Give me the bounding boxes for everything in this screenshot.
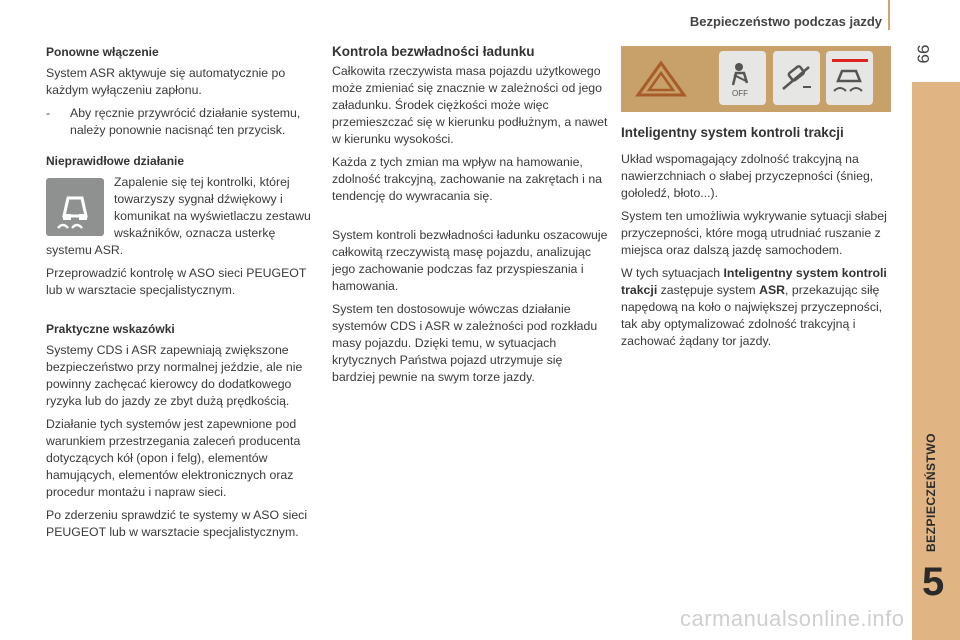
- restart-text: System ASR aktywuje się automatycznie po każdym wyłączeniu zapłonu.: [46, 66, 286, 97]
- traction-paragraph-1: Układ wspomagający zdolność trakcyjną na nawierzchniach o słabej przyczepności (śnieg, gołoledź, błoto...).: [621, 152, 874, 200]
- restart-bullet: [46, 105, 314, 139]
- tips-paragraph-2: Działanie tych systemów jest zapewnione pod warunkiem przestrzegania zaleceń producenta dotyczących kół (opon i felg), elementów hamujących, elementów elektronicznych oraz procedur montażu i napraw sieci.: [46, 417, 301, 499]
- restart-heading: Ponowne włączenie: [46, 45, 159, 59]
- load-control-heading: Kontrola bezwładności ładunku: [332, 44, 535, 59]
- intelligent-traction-heading: Inteligentny system kontroli trakcji: [621, 125, 844, 140]
- chapter-side-tab: [912, 82, 960, 640]
- left-column: [46, 44, 314, 547]
- tips-heading: Praktyczne wskazówki: [46, 322, 175, 336]
- seatbelt-off-switch: [719, 51, 766, 105]
- malfunction-heading: Nieprawidłowe działanie: [46, 154, 185, 168]
- asr-warning-lamp-icon: [46, 178, 104, 236]
- off-label: OFF: [732, 89, 748, 98]
- malfunction-text: Zapalenie się tej kontrolki, której towarzyszy sygnał dźwiękowy i komunikat na wyświetlaczu zestawu wskaźników, oznacza usterkę systemu ASR.: [46, 175, 311, 257]
- hill-descent-switch-icon: [773, 51, 820, 105]
- load-paragraph-1: Całkowita rzeczywista masa pojazdu użytkowego może zmieniać się znacznie w zależności od jego załadunku. Środek ciężkości może więc przemieszczać się w kierunku podłużnym, a nawet w kierunku wysokości.: [332, 64, 608, 146]
- watermark: carmanualsonline.info: [680, 606, 905, 631]
- restart-bullet-text: Aby ręcznie przywrócić działanie systemu, należy ponownie nacisnąć ten przycisk.: [70, 106, 301, 137]
- header-divider: [888, 0, 890, 30]
- chapter-number: 5: [922, 560, 945, 604]
- traction-paragraph-3: W tych sytuacjach Inteligentny system kontroli trakcji zastępuje system ASR, przekazując siłę napędową na koło o największej przyczepności, tak aby optymalizować zdolność trakcyjną i zachować żądany tor jazdy.: [621, 266, 887, 348]
- bullet-dash: -: [46, 106, 51, 120]
- malfunction-block: [46, 174, 314, 259]
- load-paragraph-2: Każda z tych zmian ma wpływ na hamowanie, zdolność trakcyjną, zachowanie na zakrętach i na tendencję do wywracania się.: [332, 155, 602, 203]
- running-header: Bezpieczeństwo podczas jazdy: [689, 14, 882, 29]
- load-paragraph-3: System kontroli bezwładności ładunku oszacowuje całkowitą rzeczywistą masę pojazdu, analizując jego zachowanie podczas faz przyspieszania i hamowania.: [332, 228, 608, 293]
- traction-paragraph-2: System ten umożliwia wykrywanie sytuacji słabej przyczepności, które mogą utrudniać ruszanie z miejsca oraz dalszą jazdę samochodem.: [621, 209, 887, 257]
- tips-paragraph-3: Po zderzeniu sprawdzić te systemy w ASO sieci PEUGEOT lub w warsztacie specjalistycznym.: [46, 508, 308, 539]
- middle-column: [332, 43, 608, 392]
- traction-control-switch-icon: [826, 51, 873, 105]
- dashboard-switch-panel: [621, 46, 891, 112]
- right-column: [621, 124, 887, 356]
- chapter-label: BEZPIECZEŃSTWO: [924, 432, 938, 552]
- page-number: 99: [913, 44, 933, 64]
- tips-paragraph-1: Systemy CDS i ASR zapewniają zwiększone bezpieczeństwo przy normalnej jeździe, ale nie powinny zachęcać kierowcy do dodatkowego ryzyka lub do jazdy ze zbyt dużą prędkością.: [46, 343, 303, 408]
- hazard-switch-icon: [635, 60, 687, 98]
- malfunction-check: Przeprowadzić kontrolę w ASO sieci PEUGEOT lub w warsztacie specjalistycznym.: [46, 266, 307, 297]
- load-paragraph-4: System ten dostosowuje wówczas działanie systemów CDS i ASR w zależności pod rozkładu masy pojazdu. Dzięki temu, w sytuacjach krytycznych Państwa pojazd utrzymuje się bardziej pewnie na swym torze jazdy.: [332, 302, 598, 384]
